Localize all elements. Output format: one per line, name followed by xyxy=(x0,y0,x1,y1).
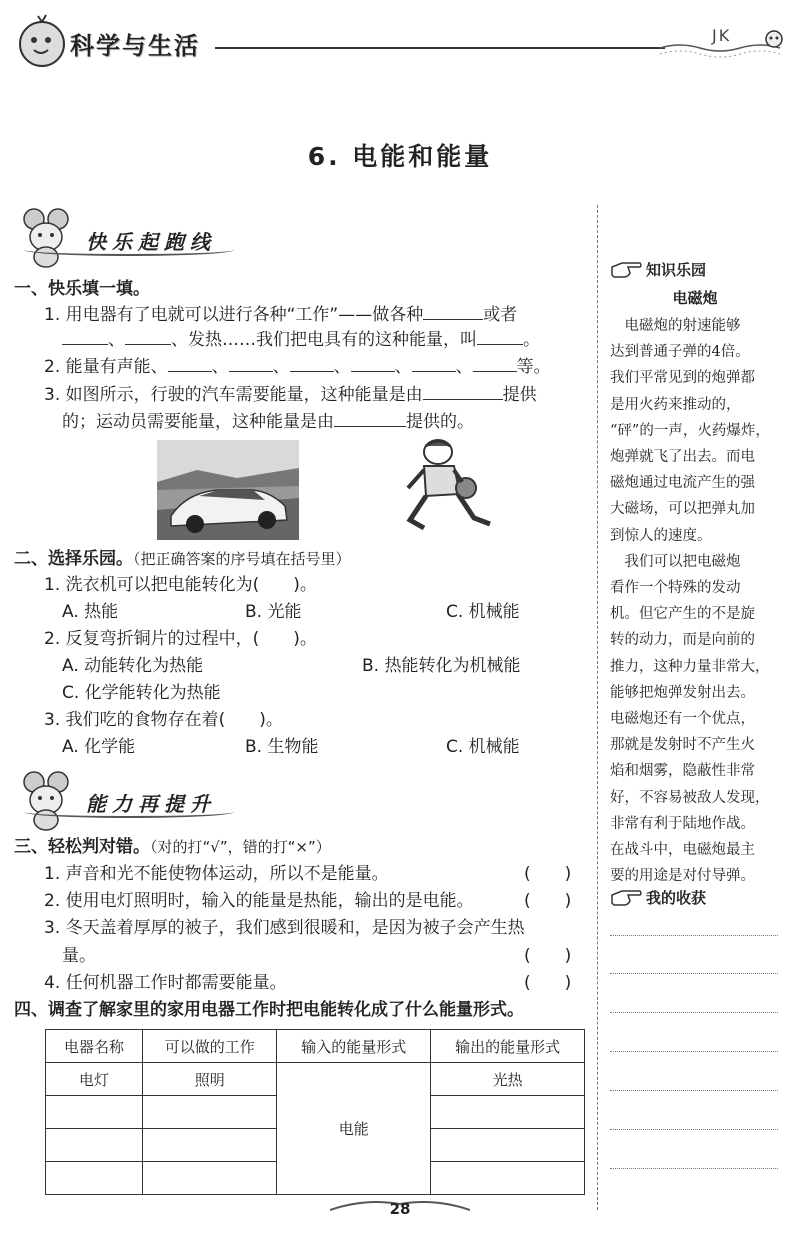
empty-cell[interactable] xyxy=(431,1096,585,1129)
article-line: 是用火药来推动的， xyxy=(610,396,741,413)
article-line: 我们平常见到的炮弹都 xyxy=(610,370,755,387)
section-banner-advance: 能力再提升 xyxy=(86,792,216,816)
article-title: 电磁炮 xyxy=(672,289,718,307)
header-rule xyxy=(215,47,665,49)
article-line: 磁炮通过电流产生的强 xyxy=(610,475,755,492)
article-line: 看作一个特殊的发动 xyxy=(610,580,741,597)
article-line: 大磁场，可以把弹丸加 xyxy=(610,501,755,518)
writing-line[interactable] xyxy=(610,935,778,936)
judge-answer-4[interactable]: ( ) xyxy=(524,973,572,993)
table-row xyxy=(46,1063,585,1096)
empty-cell[interactable] xyxy=(143,1129,277,1162)
article-line: 在战斗中，电磁炮最主 xyxy=(610,842,755,859)
fill-heading: 一、快乐填一填。 xyxy=(14,279,150,299)
answer-blank[interactable] xyxy=(423,381,503,400)
choice-q3-option-b[interactable]: B. 生物能 xyxy=(245,737,319,757)
answer-blank[interactable] xyxy=(229,353,273,372)
article-line: 那就是发射时不产生火 xyxy=(610,737,755,754)
article-line: 到惊人的速度。 xyxy=(610,527,712,544)
article-line: 转的动力，而是向前的 xyxy=(610,632,755,649)
answer-blank[interactable] xyxy=(412,353,456,372)
column-divider xyxy=(597,205,598,1210)
answer-blank[interactable] xyxy=(168,353,212,372)
section-banner-start: 快乐起跑线 xyxy=(86,230,216,254)
judge-item-2: 2. 使用电灯照明时，输入的能量是热能，输出的是电能。 xyxy=(44,891,474,911)
car-photo xyxy=(157,440,299,540)
choice-q1-option-b[interactable]: B. 光能 xyxy=(245,602,302,622)
empty-cell[interactable] xyxy=(431,1129,585,1162)
article-line: 机。但它产生的不是旋 xyxy=(610,606,755,623)
article-line: 能够把炮弹发射出去。 xyxy=(610,684,755,701)
pointing-hand-icon xyxy=(608,885,644,909)
empty-cell[interactable] xyxy=(46,1096,143,1129)
writing-line[interactable] xyxy=(610,1129,778,1130)
choice-q1-option-a[interactable]: A. 热能 xyxy=(62,602,119,622)
judge-item-1: 1. 声音和光不能使物体运动，所以不是能量。 xyxy=(44,864,389,884)
survey-table xyxy=(45,1029,585,1195)
article-line: 焰和烟雾，隐蔽性非常 xyxy=(610,763,755,780)
choice-q2-option-b[interactable]: B. 热能转化为机械能 xyxy=(362,656,521,676)
article-line: 电磁炮的射速能够 xyxy=(610,318,741,334)
mouse-mascot-icon xyxy=(14,205,78,269)
fill-q1-line1: 1. 用电器有了电就可以进行各种“工作”——做各种 或者 xyxy=(44,301,517,329)
choice-q1: 1. 洗衣机可以把电能转化为( )。 xyxy=(44,575,317,595)
fill-q1-line2: 、 、发热……我们把电具有的这种能量，叫 。 xyxy=(62,326,540,354)
choice-q1-option-c[interactable]: C. 机械能 xyxy=(446,602,520,622)
writing-line[interactable] xyxy=(610,1090,778,1091)
table-cell: 电灯 xyxy=(46,1063,143,1096)
judge-item-3-cont: 量。 xyxy=(62,946,96,966)
article-line: 非常有利于陆地作战。 xyxy=(610,815,755,832)
empty-cell[interactable] xyxy=(143,1162,277,1195)
article-line: 炮弹就飞了出去。而电 xyxy=(610,449,755,466)
answer-blank[interactable] xyxy=(423,301,483,320)
choice-q3-option-c[interactable]: C. 机械能 xyxy=(446,737,520,757)
choice-q2-option-c[interactable]: C. 化学能转化为热能 xyxy=(62,683,221,703)
mascot-logo xyxy=(12,14,70,70)
answer-blank[interactable] xyxy=(473,353,517,372)
answer-blank[interactable] xyxy=(290,353,334,372)
table-cell: 照明 xyxy=(143,1063,277,1096)
article-line: 好，不容易被敌人发现， xyxy=(610,789,770,806)
judge-answer-1[interactable]: ( ) xyxy=(524,864,572,884)
answer-blank[interactable] xyxy=(334,408,406,427)
answer-blank[interactable] xyxy=(62,326,108,345)
harvest-label: 我的收获 xyxy=(646,889,707,907)
fill-q3-line1: 3. 如图所示，行驶的汽车需要能量，这种能量是由 提供 xyxy=(44,381,537,409)
lesson-title: 6. 电能和能量 xyxy=(307,142,493,171)
basketball-player-illustration xyxy=(400,436,496,538)
page-number: 28 xyxy=(389,1200,411,1218)
answer-blank[interactable] xyxy=(125,326,171,345)
empty-cell[interactable] xyxy=(143,1096,277,1129)
answer-blank[interactable] xyxy=(477,326,523,345)
empty-cell[interactable] xyxy=(46,1129,143,1162)
answer-blank[interactable] xyxy=(351,353,395,372)
writing-line[interactable] xyxy=(610,1012,778,1013)
choice-q3: 3. 我们吃的食物存在着( )。 xyxy=(44,710,283,730)
judge-answer-2[interactable]: ( ) xyxy=(524,891,572,911)
article-line: 推力，这种力量非常大， xyxy=(610,658,770,675)
empty-cell[interactable] xyxy=(46,1162,143,1195)
header-code: JK xyxy=(712,26,732,45)
writing-line[interactable] xyxy=(610,1168,778,1169)
article-line: “砰”的一声，火药爆炸， xyxy=(610,422,770,439)
table-header-row xyxy=(46,1030,585,1063)
header-title: 科学与生活 xyxy=(70,32,200,60)
fill-q3-line2: 的；运动员需要能量，这种能量是由 提供的。 xyxy=(62,408,474,436)
column-header: 电器名称 xyxy=(46,1030,143,1063)
column-header: 可以做的工作 xyxy=(143,1030,277,1063)
column-header: 输入的能量形式 xyxy=(277,1030,431,1063)
choice-q2-option-a[interactable]: A. 动能转化为热能 xyxy=(62,656,204,676)
judge-item-4: 4. 任何机器工作时都需要能量。 xyxy=(44,973,287,993)
merged-input-cell: 电能 xyxy=(277,1063,431,1195)
table-cell: 光热 xyxy=(431,1063,585,1096)
small-mascot-icon xyxy=(762,26,786,50)
empty-cell[interactable] xyxy=(431,1162,585,1195)
article-line: 电磁炮还有一个优点， xyxy=(610,711,755,728)
fill-q2: 2. 能量有声能、 、 、 、 、 、 等。 xyxy=(44,353,551,381)
judge-item-3: 3. 冬天盖着厚厚的被子，我们感到很暖和，是因为被子会产生热 xyxy=(44,918,525,938)
mouse-mascot-icon-2 xyxy=(14,768,78,832)
banner-underline xyxy=(24,244,234,256)
article-line: 达到普通子弹的4倍。 xyxy=(610,344,750,361)
choice-q2: 2. 反复弯折铜片的过程中，( )。 xyxy=(44,629,317,649)
writing-line[interactable] xyxy=(610,973,778,974)
article-line: 要的用途是对付导弹。 xyxy=(610,868,755,885)
choice-heading-row: 二、选择乐园。（把正确答案的序号填在括号里） xyxy=(14,549,351,569)
choice-q3-option-a[interactable]: A. 化学能 xyxy=(62,737,136,757)
article-line: 我们可以把电磁炮 xyxy=(610,553,741,570)
survey-heading: 四、调查了解家里的家用电器工作时把电能转化成了什么能量形式。 xyxy=(14,1000,524,1020)
pointing-hand-icon xyxy=(608,257,644,281)
banner-underline-2 xyxy=(24,806,234,818)
knowledge-corner-label: 知识乐园 xyxy=(646,261,707,279)
article-body xyxy=(610,313,786,889)
column-header: 输出的能量形式 xyxy=(431,1030,585,1063)
judge-heading-row: 三、轻松判对错。（对的打“√”，错的打“×”） xyxy=(14,837,331,857)
judge-answer-3[interactable]: ( ) xyxy=(524,946,572,966)
writing-line[interactable] xyxy=(610,1051,778,1052)
